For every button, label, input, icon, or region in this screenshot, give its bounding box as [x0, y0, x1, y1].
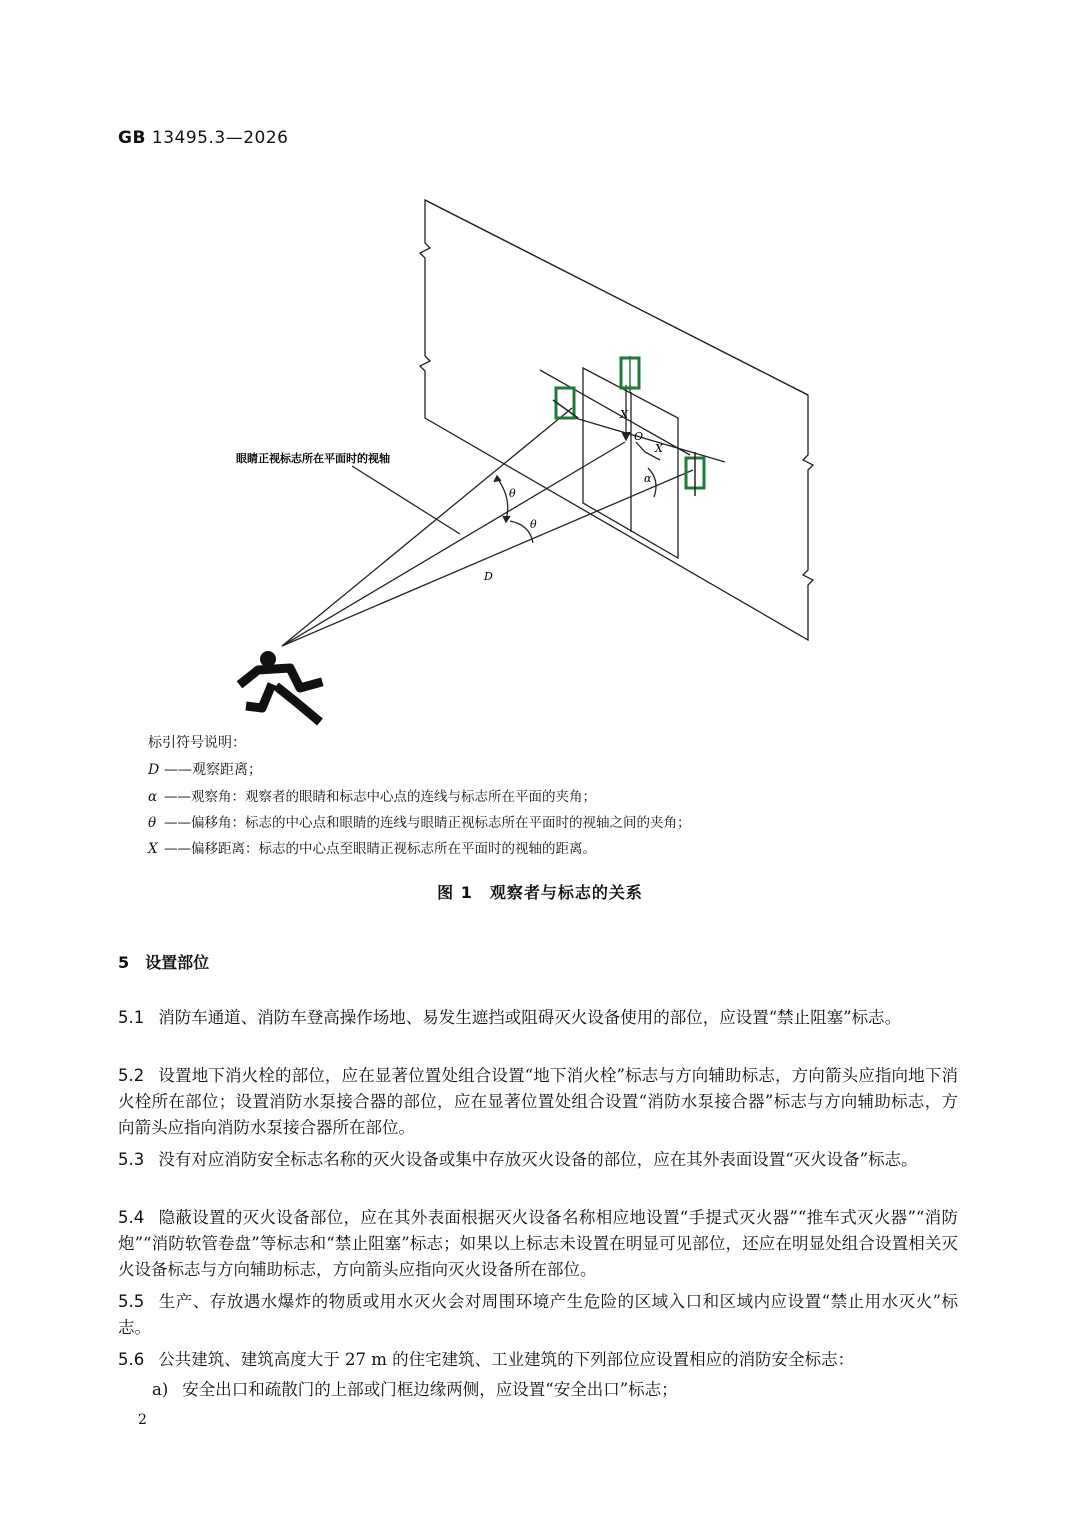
- sign-right-icon: [686, 452, 704, 496]
- paragraph-text: 隐蔽设置的灭火设备部位，应在其外表面根据灭火设备名称相应地设置“手提式灭火器”“推车式灭火器”“消防炮”“消防软管卷盘”等标志和“禁止阻塞”标志；如果以上标志未设置在明显可见部位，还应在明显处组合设置相关灭火设备标志与方向辅助标志，方向箭头应指向灭火设备所在部位。: [118, 1208, 958, 1279]
- section-number: 5: [118, 953, 130, 972]
- label-x-vertical: X: [620, 408, 628, 421]
- paragraph-text: 设置地下消火栓的部位，应在显著位置处组合设置“地下消火栓”标志与方向辅助标志，方向箭头应指向地下消火栓所在部位；设置消防水泵接合器的部位，应在显著位置处组合设置“消防水泵接合器”标志与方向辅助标志，方向箭头应指向消防水泵接合器所在部位。: [118, 1066, 958, 1137]
- sight-line-left-sign: [282, 408, 572, 646]
- legend-text: ——偏移距离：标志的中心点至眼睛正视标志所在平面时的视轴的距离。: [164, 841, 596, 857]
- visual-axis-line: [352, 466, 460, 534]
- label-alpha: α: [644, 472, 652, 485]
- sign-top-icon: [621, 356, 639, 392]
- section-title: 设置部位: [145, 953, 210, 972]
- wall-plane: [420, 200, 813, 640]
- paragraph-5-5: [118, 1289, 958, 1341]
- theta-arc-upper: [497, 478, 508, 520]
- sight-line-right-sign: [282, 470, 693, 646]
- list-item-a: [152, 1377, 952, 1403]
- legend-symbol: X: [148, 841, 158, 857]
- legend-item-theta: [148, 814, 691, 832]
- legend-item-x: [148, 840, 596, 858]
- paragraph-number: 5.5: [118, 1292, 145, 1311]
- sight-line-center: [282, 442, 625, 646]
- paragraph-5-1: [118, 1005, 958, 1031]
- label-d: D: [484, 570, 493, 583]
- legend-symbol: θ: [148, 815, 157, 831]
- label-o: O: [634, 430, 644, 443]
- legend-item-d: [148, 761, 262, 779]
- legend-text: ——偏移角：标志的中心点和眼睛的连线与眼睛正视标志所在平面时的视轴之间的夹角；: [164, 815, 691, 831]
- paragraph-text: 公共建筑、建筑高度大于 27 m 的住宅建筑、工业建筑的下列部位应设置相应的消防安全标志：: [158, 1350, 855, 1369]
- figure-caption: 图 1 观察者与标志的关系: [437, 883, 643, 902]
- list-marker: a): [152, 1380, 169, 1399]
- paragraph-5-3: [118, 1147, 958, 1173]
- observer-figure-icon: [243, 651, 320, 722]
- paragraph-number: 5.2: [118, 1066, 145, 1085]
- page-number: 2: [138, 1412, 147, 1428]
- standard-prefix: GB: [118, 128, 146, 148]
- list-item-text: 安全出口和疏散门的上部或门框边缘两侧，应设置“安全出口”标志；: [182, 1380, 678, 1399]
- paragraph-number: 5.6: [118, 1350, 145, 1369]
- label-x-horizontal: X: [655, 442, 663, 455]
- paragraph-number: 5.1: [118, 1008, 145, 1027]
- paragraph-text: 生产、存放遇水爆炸的物质或用水灭火会对周围环境产生危险的区域入口和区域内应设置“禁止用水灭火”标志。: [118, 1292, 958, 1337]
- legend-symbol: D: [148, 762, 160, 778]
- standard-number: 13495.3—2026: [151, 128, 289, 148]
- section-heading: [118, 950, 209, 973]
- legend-text: ——观察角：观察者的眼睛和标志中心点的连线与标志所在平面的夹角；: [164, 789, 596, 805]
- label-theta-upper: θ: [509, 487, 516, 500]
- paragraph-5-4: [118, 1205, 958, 1283]
- paragraph-5-2: [118, 1063, 958, 1141]
- paragraph-number: 5.4: [118, 1208, 145, 1227]
- legend-symbol: α: [148, 789, 158, 805]
- visual-axis-label: 眼睛正视标志所在平面时的视轴: [236, 452, 390, 465]
- label-theta-lower: θ: [530, 518, 537, 531]
- paragraph-text: 没有对应消防安全标志名称的灭火设备或集中存放灭火设备的部位，应在其外表面设置“灭火设备”标志。: [158, 1150, 918, 1169]
- paragraph-text: 消防车通道、消防车登高操作场地、易发生遮挡或阻碍灭火设备使用的部位，应设置“禁止阻塞”标志。: [158, 1008, 902, 1027]
- paragraph-5-6: [118, 1347, 958, 1373]
- legend-text: ——观察距离；: [164, 762, 262, 778]
- paragraph-number: 5.3: [118, 1150, 145, 1169]
- legend-title: 标引符号说明：: [148, 735, 246, 751]
- observer-sign-diagram: [0, 0, 1080, 740]
- legend-item-alpha: [148, 788, 596, 806]
